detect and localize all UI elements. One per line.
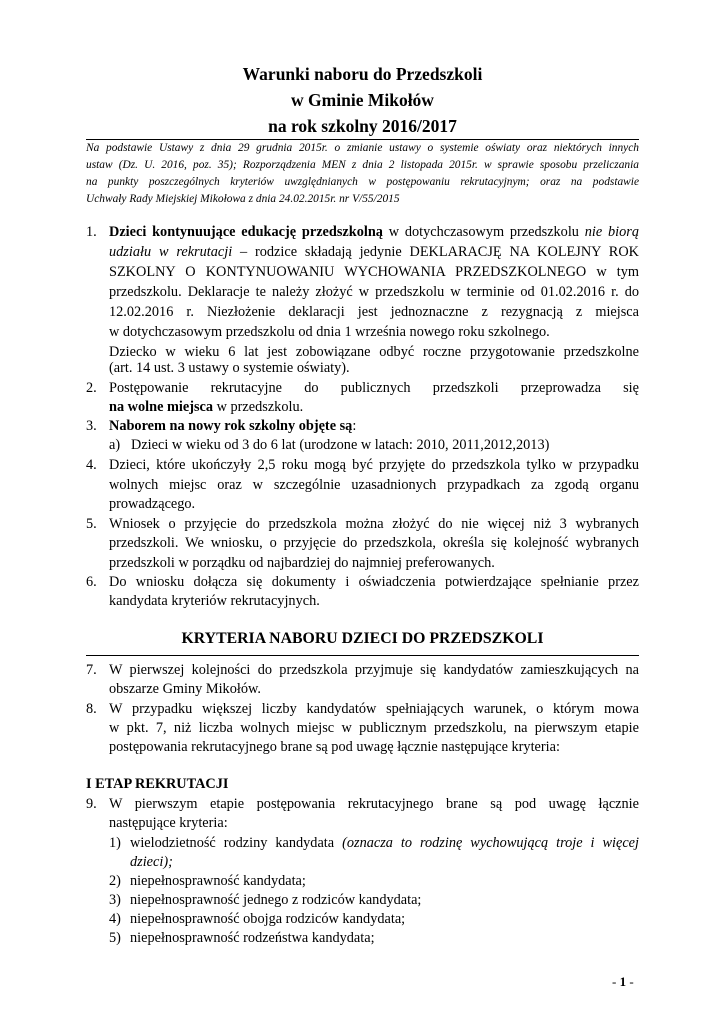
item-3-bold-phrase: Naborem na nowy rok szkolny objęte są	[109, 418, 353, 434]
item-1-italic-2: udziału w rekrutacji	[109, 244, 233, 260]
criterion-3-text: niepełnosprawność jednego z rodziców kandydata;	[130, 892, 422, 908]
legal-basis-line-3: na punkty poszczególnych kryteriów uwzględnianych w postępowaniu rekrutacyjnym; oraz na podstawie	[86, 176, 639, 188]
item-number-5: 5.	[86, 516, 97, 532]
item-1-bold-phrase: Dzieci kontynuujące edukację przedszkolną	[109, 224, 383, 240]
criteria-rule	[86, 655, 639, 656]
item-2-text: w przedszkolu.	[213, 399, 304, 415]
title-line-1: Warunki naboru do Przedszkoli	[242, 64, 483, 84]
criterion-5-text: niepełnosprawność rodzeństwa kandydata;	[130, 930, 375, 946]
page-number-value: 1	[619, 974, 627, 989]
criterion-1-line-2	[130, 853, 173, 872]
item-1-line-8: (art. 14 ust. 3 ustawy o systemie oświaty).	[109, 360, 350, 376]
item-6-line-1: Do wniosku dołącza się dokumenty i oświadczenia potwierdzające spełnianie przez	[109, 574, 639, 590]
page-number-prefix: -	[612, 974, 620, 989]
item-5-line-3: przedszkoli w porządku od najbardziej do najmniej preferowanych.	[109, 555, 495, 571]
item-1-line-1	[109, 223, 639, 242]
criterion-3-marker: 3)	[109, 892, 121, 908]
item-1-line-5: 12.02.2016 r. Niezłożenie deklaracji jest jednoznaczne z rezygnacją z miejsca	[109, 304, 639, 320]
item-7-line-1: W pierwszej kolejności do przedszkola przyjmuje się kandydatów zamieszkujących na	[109, 662, 639, 678]
item-1-line-6: w dotychczasowym przedszkolu od dnia 1 września nowego roku szkolnego.	[109, 324, 550, 340]
item-9-line-1: W pierwszym etapie postępowania rekrutacyjnego brane są pod uwagę łącznie	[109, 796, 639, 812]
criteria-heading: KRYTERIA NABORU DZIECI DO PRZEDSZKOLI	[181, 630, 544, 647]
page-number-suffix: -	[626, 974, 634, 989]
criterion-4-text: niepełnosprawność obojga rodziców kandydata;	[130, 911, 406, 927]
item-4-line-1: Dzieci, które ukończyły 2,5 roku mogą być przyjęte do przedszkola tylko w przypadku	[109, 457, 639, 473]
item-5-line-1: Wniosek o przyjęcie do przedszkola można złożyć do nie więcej niż 3 wybranych	[109, 516, 639, 532]
item-number-8: 8.	[86, 701, 97, 717]
criterion-1-note: (oznacza to rodzinę wychowującą troje i więcej	[342, 835, 639, 851]
item-9-line-2: następujące kryteria:	[109, 815, 228, 831]
item-1-line-3: SZKOLNY O KONTYNUOWANIU WYCHOWANIA PRZEDSZKOLNEGO w tym	[109, 264, 639, 280]
item-4-line-2: wolnych miejsc oraz w szczególnie uzasadnionych przypadkach za zgodą organu	[109, 477, 639, 493]
item-number-4: 4.	[86, 457, 97, 473]
item-5-line-2: przedszkoli. We wniosku, o przyjęcie do przedszkola, określa się kolejność wybranych	[109, 535, 639, 551]
item-2-line-1: Postępowanie rekrutacyjne do publicznych przedszkoli przeprowadza się	[109, 380, 639, 396]
criterion-4-marker: 4)	[109, 911, 121, 927]
stage-one-heading: I ETAP REKRUTACJI	[86, 776, 229, 792]
item-6-line-2: kandydata kryteriów rekrutacyjnych.	[109, 593, 320, 609]
item-3a-marker: a)	[109, 437, 121, 453]
legal-basis-line-4: Uchwały Rady Miejskiej Mikołowa z dnia 24.02.2015r. nr V/55/2015	[86, 193, 400, 205]
item-8-line-1: W przypadku większej liczby kandydatów spełniających warunek, o którym mowa	[109, 701, 639, 717]
item-number-9: 9.	[86, 796, 97, 812]
title-line-2: w Gminie Mikołów	[291, 90, 434, 110]
item-3-colon: :	[352, 418, 357, 434]
item-1-text: w dotychczasowym przedszkolu	[382, 224, 585, 240]
item-number-2: 2.	[86, 380, 97, 396]
item-1-italic: nie biorą	[584, 224, 639, 240]
item-7-line-2: obszarze Gminy Mikołów.	[109, 681, 261, 697]
item-number-6: 6.	[86, 574, 97, 590]
criterion-2-text: niepełnosprawność kandydata;	[130, 873, 306, 889]
legal-basis-line-1: Na podstawie Ustawy z dnia 29 grudnia 2015r. o zmianie ustawy o systemie oświaty oraz niektórych innych	[86, 142, 639, 154]
page-number	[612, 973, 634, 991]
criterion-1-text: wielodzietność rodziny kandydata	[130, 835, 343, 851]
title-line-3: na rok szkolny 2016/2017	[268, 116, 457, 136]
criterion-1-note-end: dzieci);	[130, 854, 173, 870]
item-number-3: 3.	[86, 418, 97, 434]
item-1-line-2	[109, 243, 639, 262]
item-2-bold-phrase: na wolne miejsca	[109, 399, 214, 415]
item-3a-text: Dzieci w wieku od 3 do 6 lat (urodzone w latach: 2010, 2011,2012,2013)	[131, 437, 550, 453]
item-1-text-2: – rodzice składają jedynie DEKLARACJĘ NA KOLEJNY ROK	[232, 244, 639, 260]
item-4-line-3: prowadzącego.	[109, 496, 196, 512]
item-3-line-1	[109, 417, 356, 436]
item-2-line-2	[109, 398, 303, 417]
legal-basis-line-2: ustaw (Dz. U. 2016, poz. 35); Rozporządzenia MEN z dnia 2 listopada 2015r. w sprawie sposobu przeliczania	[86, 159, 639, 171]
item-1-line-7: Dziecko w wieku 6 lat jest zobowiązane odbyć roczne przygotowanie przedszkolne	[109, 344, 639, 360]
criterion-5-marker: 5)	[109, 930, 121, 946]
item-1-line-4: przedszkolu. Deklaracje te należy złożyć w przedszkolu w terminie od 01.02.2016 r. do	[109, 284, 639, 300]
item-8-line-2: w pkt. 7, niż liczba wolnych miejsc w publicznym przedszkolu, na pierwszym etapie	[109, 720, 639, 736]
criterion-1-line-1	[130, 834, 639, 853]
item-8-line-3: postępowania rekrutacyjnego brane są pod uwagę łącznie następujące kryteria:	[109, 739, 560, 755]
item-number-1: 1.	[86, 224, 97, 240]
criterion-2-marker: 2)	[109, 873, 121, 889]
item-number-7: 7.	[86, 662, 97, 678]
criterion-1-marker: 1)	[109, 835, 121, 851]
